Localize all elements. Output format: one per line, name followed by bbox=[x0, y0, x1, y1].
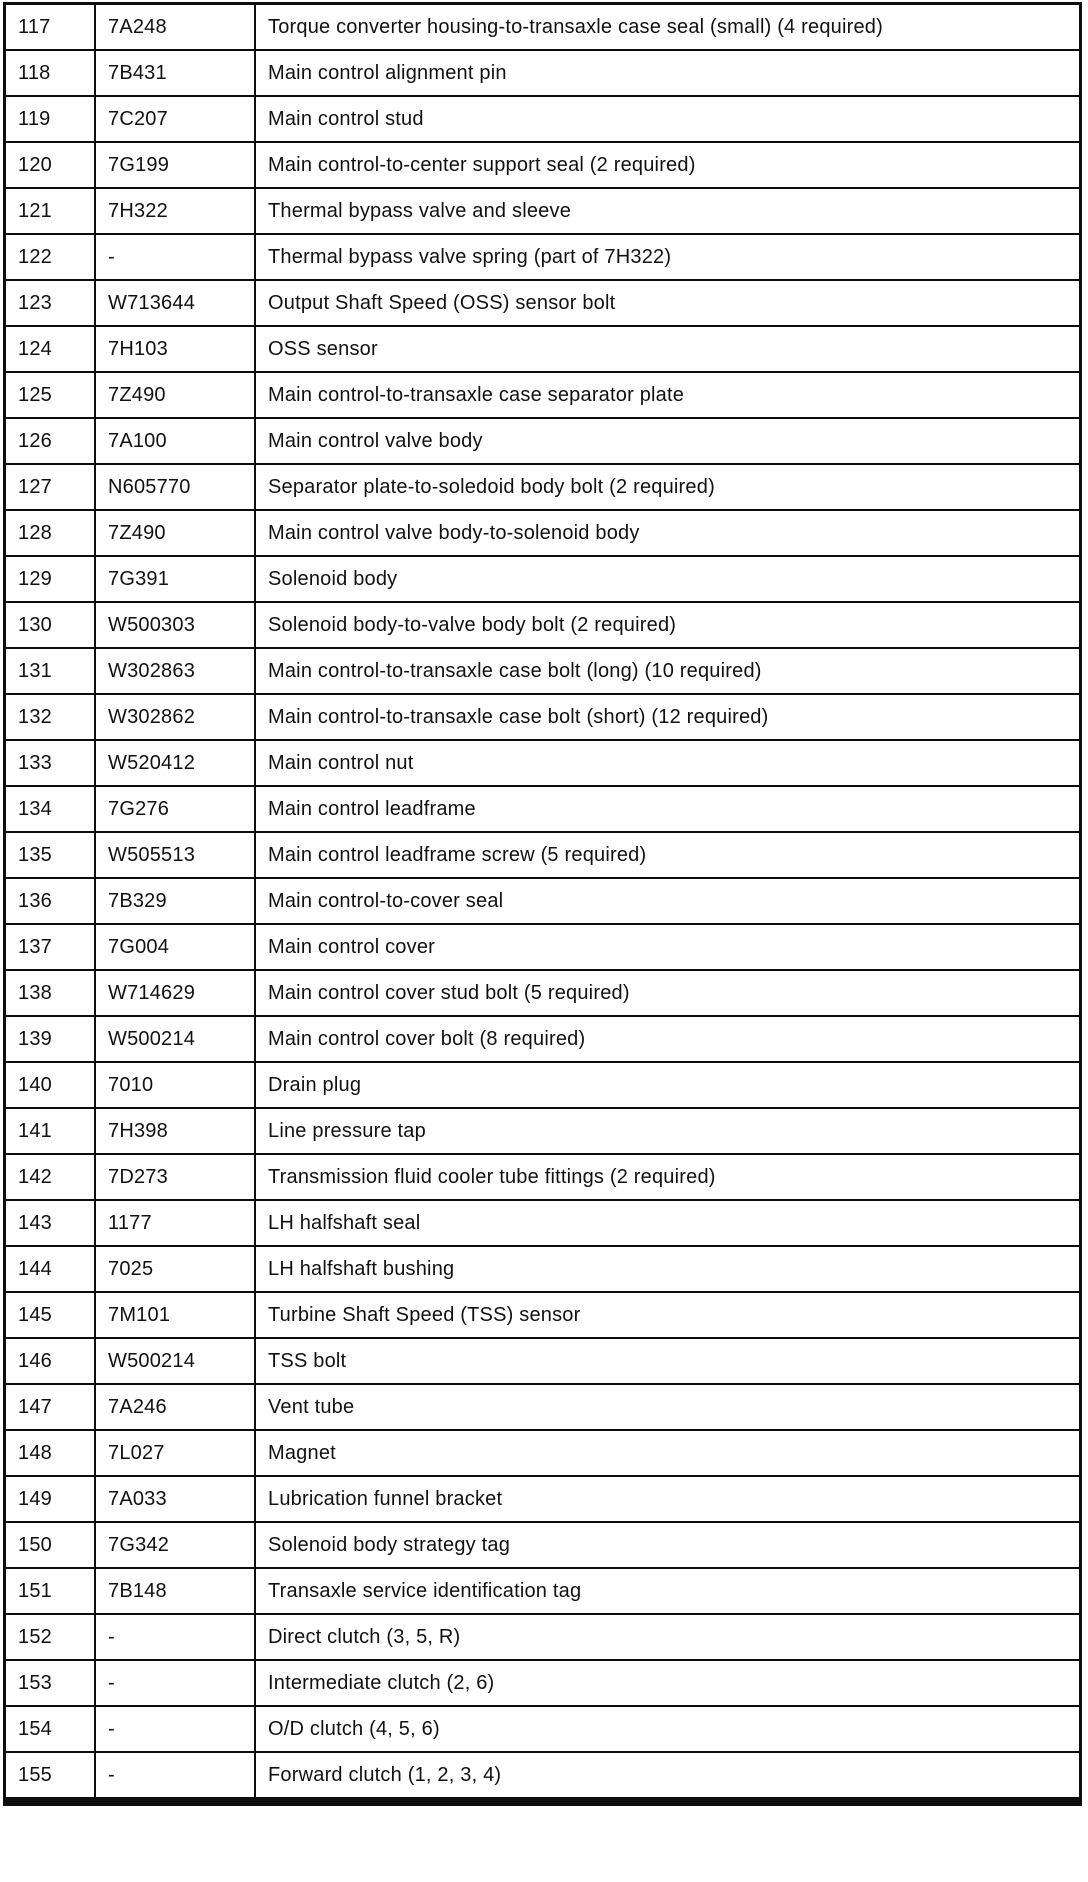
part-number-cell: 7A248 bbox=[95, 4, 255, 51]
table-row bbox=[5, 418, 1081, 464]
description-cell: Main control valve body bbox=[255, 418, 1081, 464]
table-row bbox=[5, 326, 1081, 372]
part-number-cell: 7G004 bbox=[95, 924, 255, 970]
description-cell: Thermal bypass valve spring (part of 7H322) bbox=[255, 234, 1081, 280]
table-row bbox=[5, 1522, 1081, 1568]
part-number-cell: W302863 bbox=[95, 648, 255, 694]
table-row bbox=[5, 4, 1081, 51]
item-number-cell: 150 bbox=[5, 1522, 96, 1568]
description-cell: LH halfshaft seal bbox=[255, 1200, 1081, 1246]
description-cell: Solenoid body strategy tag bbox=[255, 1522, 1081, 1568]
part-number-cell: - bbox=[95, 234, 255, 280]
description-cell: LH halfshaft bushing bbox=[255, 1246, 1081, 1292]
description-cell: Lubrication funnel bracket bbox=[255, 1476, 1081, 1522]
description-cell: Vent tube bbox=[255, 1384, 1081, 1430]
part-number-cell: 1177 bbox=[95, 1200, 255, 1246]
table-row bbox=[5, 1108, 1081, 1154]
part-number-cell: W714629 bbox=[95, 970, 255, 1016]
description-cell: O/D clutch (4, 5, 6) bbox=[255, 1706, 1081, 1752]
part-number-cell: - bbox=[95, 1752, 255, 1802]
item-number-cell: 127 bbox=[5, 464, 96, 510]
part-number-cell: 7A100 bbox=[95, 418, 255, 464]
part-number-cell: 7M101 bbox=[95, 1292, 255, 1338]
description-cell: Main control cover stud bolt (5 required) bbox=[255, 970, 1081, 1016]
parts-table bbox=[3, 2, 1082, 1806]
part-number-cell: W500214 bbox=[95, 1016, 255, 1062]
part-number-cell: 7H103 bbox=[95, 326, 255, 372]
table-row bbox=[5, 1706, 1081, 1752]
table-row bbox=[5, 1338, 1081, 1384]
part-number-cell: 7G391 bbox=[95, 556, 255, 602]
part-number-cell: W500303 bbox=[95, 602, 255, 648]
description-cell: Solenoid body-to-valve body bolt (2 required) bbox=[255, 602, 1081, 648]
part-number-cell: N605770 bbox=[95, 464, 255, 510]
part-number-cell: 7025 bbox=[95, 1246, 255, 1292]
description-cell: Main control-to-transaxle case bolt (long) (10 required) bbox=[255, 648, 1081, 694]
item-number-cell: 137 bbox=[5, 924, 96, 970]
table-row bbox=[5, 1430, 1081, 1476]
part-number-cell: W500214 bbox=[95, 1338, 255, 1384]
table-row bbox=[5, 1200, 1081, 1246]
part-number-cell: W713644 bbox=[95, 280, 255, 326]
item-number-cell: 117 bbox=[5, 4, 96, 51]
table-row bbox=[5, 1476, 1081, 1522]
part-number-cell: W302862 bbox=[95, 694, 255, 740]
item-number-cell: 155 bbox=[5, 1752, 96, 1802]
table-row bbox=[5, 740, 1081, 786]
part-number-cell: - bbox=[95, 1614, 255, 1660]
part-number-cell: 7B431 bbox=[95, 50, 255, 96]
item-number-cell: 154 bbox=[5, 1706, 96, 1752]
table-row bbox=[5, 142, 1081, 188]
table-row bbox=[5, 1614, 1081, 1660]
item-number-cell: 147 bbox=[5, 1384, 96, 1430]
part-number-cell: W505513 bbox=[95, 832, 255, 878]
description-cell: Main control-to-cover seal bbox=[255, 878, 1081, 924]
description-cell: Main control valve body-to-solenoid body bbox=[255, 510, 1081, 556]
description-cell: TSS bolt bbox=[255, 1338, 1081, 1384]
table-row bbox=[5, 970, 1081, 1016]
item-number-cell: 143 bbox=[5, 1200, 96, 1246]
description-cell: Main control alignment pin bbox=[255, 50, 1081, 96]
item-number-cell: 151 bbox=[5, 1568, 96, 1614]
part-number-cell: 7G199 bbox=[95, 142, 255, 188]
description-cell: Output Shaft Speed (OSS) sensor bolt bbox=[255, 280, 1081, 326]
item-number-cell: 128 bbox=[5, 510, 96, 556]
part-number-cell: 7H398 bbox=[95, 1108, 255, 1154]
table-row bbox=[5, 188, 1081, 234]
item-number-cell: 144 bbox=[5, 1246, 96, 1292]
item-number-cell: 120 bbox=[5, 142, 96, 188]
table-row bbox=[5, 280, 1081, 326]
table-row bbox=[5, 96, 1081, 142]
item-number-cell: 153 bbox=[5, 1660, 96, 1706]
item-number-cell: 129 bbox=[5, 556, 96, 602]
item-number-cell: 118 bbox=[5, 50, 96, 96]
description-cell: Torque converter housing-to-transaxle case seal (small) (4 required) bbox=[255, 4, 1081, 51]
description-cell: Turbine Shaft Speed (TSS) sensor bbox=[255, 1292, 1081, 1338]
part-number-cell: - bbox=[95, 1660, 255, 1706]
item-number-cell: 132 bbox=[5, 694, 96, 740]
part-number-cell: 7G342 bbox=[95, 1522, 255, 1568]
table-row bbox=[5, 1384, 1081, 1430]
description-cell: Forward clutch (1, 2, 3, 4) bbox=[255, 1752, 1081, 1802]
description-cell: Main control leadframe screw (5 required) bbox=[255, 832, 1081, 878]
description-cell: Intermediate clutch (2, 6) bbox=[255, 1660, 1081, 1706]
item-number-cell: 119 bbox=[5, 96, 96, 142]
part-number-cell: 7A033 bbox=[95, 1476, 255, 1522]
item-number-cell: 126 bbox=[5, 418, 96, 464]
table-row bbox=[5, 694, 1081, 740]
item-number-cell: 152 bbox=[5, 1614, 96, 1660]
part-number-cell: 7B329 bbox=[95, 878, 255, 924]
item-number-cell: 140 bbox=[5, 1062, 96, 1108]
item-number-cell: 148 bbox=[5, 1430, 96, 1476]
description-cell: OSS sensor bbox=[255, 326, 1081, 372]
item-number-cell: 139 bbox=[5, 1016, 96, 1062]
part-number-cell: 7G276 bbox=[95, 786, 255, 832]
table-row bbox=[5, 1568, 1081, 1614]
table-row bbox=[5, 1660, 1081, 1706]
description-cell: Drain plug bbox=[255, 1062, 1081, 1108]
table-row bbox=[5, 786, 1081, 832]
table-row bbox=[5, 924, 1081, 970]
table-row bbox=[5, 1016, 1081, 1062]
table-row bbox=[5, 602, 1081, 648]
item-number-cell: 146 bbox=[5, 1338, 96, 1384]
item-number-cell: 145 bbox=[5, 1292, 96, 1338]
description-cell: Line pressure tap bbox=[255, 1108, 1081, 1154]
description-cell: Direct clutch (3, 5, R) bbox=[255, 1614, 1081, 1660]
description-cell: Main control-to-center support seal (2 required) bbox=[255, 142, 1081, 188]
item-number-cell: 133 bbox=[5, 740, 96, 786]
description-cell: Main control nut bbox=[255, 740, 1081, 786]
description-cell: Main control cover bbox=[255, 924, 1081, 970]
description-cell: Main control cover bolt (8 required) bbox=[255, 1016, 1081, 1062]
item-number-cell: 138 bbox=[5, 970, 96, 1016]
table-row bbox=[5, 1752, 1081, 1802]
part-number-cell: - bbox=[95, 1706, 255, 1752]
table-row bbox=[5, 556, 1081, 602]
item-number-cell: 149 bbox=[5, 1476, 96, 1522]
item-number-cell: 125 bbox=[5, 372, 96, 418]
item-number-cell: 136 bbox=[5, 878, 96, 924]
description-cell: Separator plate-to-soledoid body bolt (2 required) bbox=[255, 464, 1081, 510]
description-cell: Main control-to-transaxle case bolt (short) (12 required) bbox=[255, 694, 1081, 740]
item-number-cell: 135 bbox=[5, 832, 96, 878]
parts-table-body bbox=[5, 4, 1081, 1802]
part-number-cell: 7H322 bbox=[95, 188, 255, 234]
item-number-cell: 122 bbox=[5, 234, 96, 280]
item-number-cell: 141 bbox=[5, 1108, 96, 1154]
table-row bbox=[5, 648, 1081, 694]
part-number-cell: 7Z490 bbox=[95, 372, 255, 418]
description-cell: Main control stud bbox=[255, 96, 1081, 142]
table-row bbox=[5, 234, 1081, 280]
description-cell: Transmission fluid cooler tube fittings (2 required) bbox=[255, 1154, 1081, 1200]
table-row bbox=[5, 372, 1081, 418]
item-number-cell: 121 bbox=[5, 188, 96, 234]
description-cell: Magnet bbox=[255, 1430, 1081, 1476]
table-row bbox=[5, 510, 1081, 556]
table-row bbox=[5, 1246, 1081, 1292]
table-row bbox=[5, 464, 1081, 510]
item-number-cell: 134 bbox=[5, 786, 96, 832]
table-row bbox=[5, 1292, 1081, 1338]
part-number-cell: 7A246 bbox=[95, 1384, 255, 1430]
item-number-cell: 142 bbox=[5, 1154, 96, 1200]
table-row bbox=[5, 50, 1081, 96]
part-number-cell: 7C207 bbox=[95, 96, 255, 142]
part-number-cell: 7D273 bbox=[95, 1154, 255, 1200]
part-number-cell: 7B148 bbox=[95, 1568, 255, 1614]
description-cell: Solenoid body bbox=[255, 556, 1081, 602]
description-cell: Main control leadframe bbox=[255, 786, 1081, 832]
description-cell: Thermal bypass valve and sleeve bbox=[255, 188, 1081, 234]
table-row bbox=[5, 878, 1081, 924]
part-number-cell: 7010 bbox=[95, 1062, 255, 1108]
table-row bbox=[5, 1062, 1081, 1108]
part-number-cell: 7L027 bbox=[95, 1430, 255, 1476]
part-number-cell: 7Z490 bbox=[95, 510, 255, 556]
description-cell: Main control-to-transaxle case separator plate bbox=[255, 372, 1081, 418]
table-row bbox=[5, 1154, 1081, 1200]
item-number-cell: 130 bbox=[5, 602, 96, 648]
item-number-cell: 124 bbox=[5, 326, 96, 372]
item-number-cell: 131 bbox=[5, 648, 96, 694]
table-row bbox=[5, 832, 1081, 878]
description-cell: Transaxle service identification tag bbox=[255, 1568, 1081, 1614]
part-number-cell: W520412 bbox=[95, 740, 255, 786]
item-number-cell: 123 bbox=[5, 280, 96, 326]
